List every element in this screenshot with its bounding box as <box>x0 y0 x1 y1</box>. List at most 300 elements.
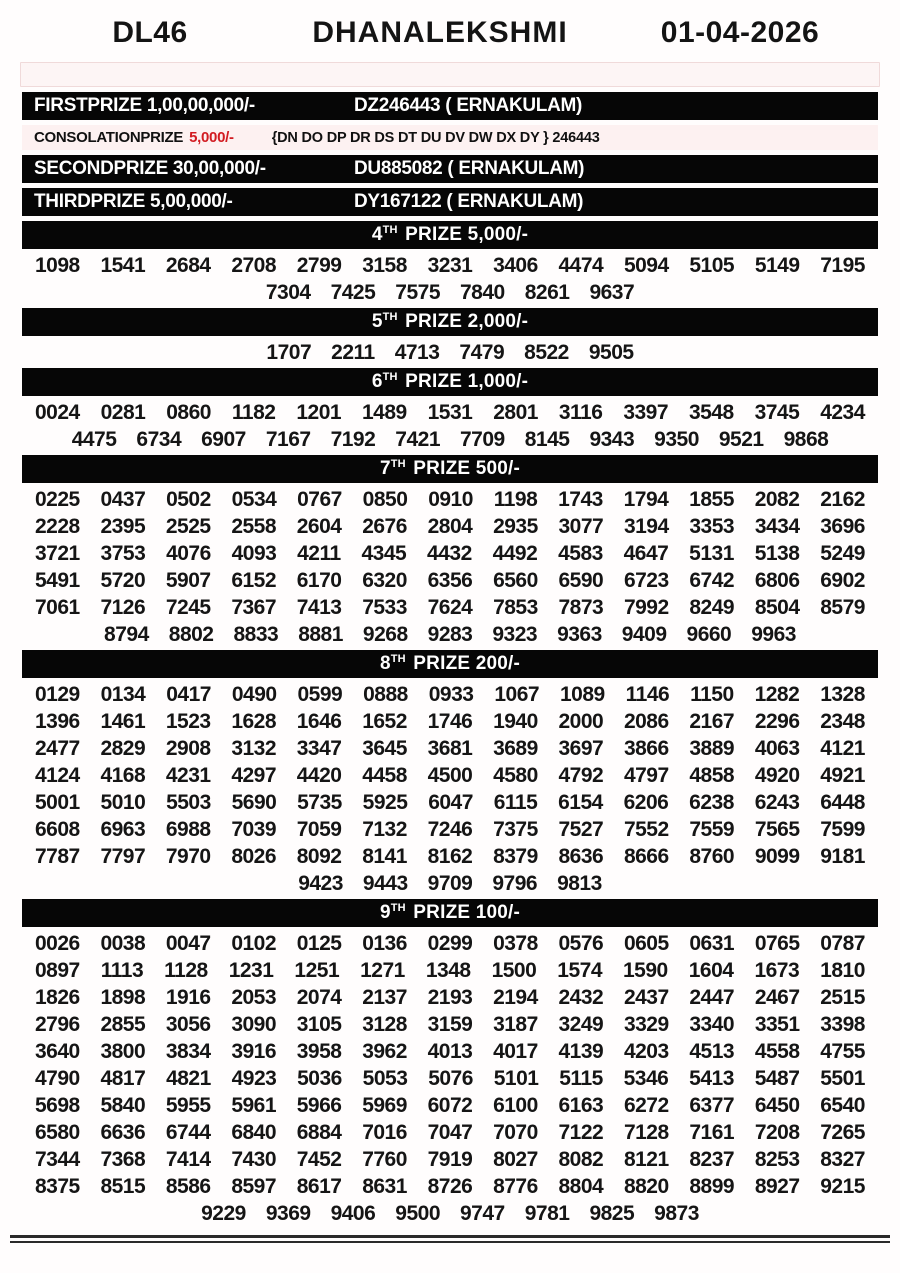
prize-number: 7413 <box>296 596 342 619</box>
prize-number: 4492 <box>492 542 538 565</box>
prize-number: 9423 <box>298 872 343 895</box>
prize-number: 1646 <box>296 710 342 733</box>
prize-number: 7452 <box>296 1148 342 1171</box>
prize-number: 0787 <box>820 932 865 955</box>
prize-number: 2804 <box>427 515 473 538</box>
prize-number: 0129 <box>35 683 80 706</box>
prize-number: 4858 <box>689 764 735 787</box>
prize-number: 1271 <box>360 959 405 982</box>
prize-number: 4345 <box>361 542 407 565</box>
prize-number: 9181 <box>820 845 865 868</box>
prize-number-row <box>22 399 878 426</box>
prize-number: 3116 <box>558 401 603 424</box>
prize-number: 3090 <box>231 1013 277 1036</box>
prize-number: 2708 <box>231 254 277 277</box>
prize-number: 5698 <box>35 1094 80 1117</box>
prize-number: 3353 <box>689 515 735 538</box>
prize-number: 8515 <box>100 1175 146 1198</box>
prize-number: 8504 <box>754 596 800 619</box>
prize-number: 4580 <box>493 764 538 787</box>
prize-number: 5105 <box>689 254 735 277</box>
prize-number: 3406 <box>493 254 538 277</box>
prize-number: 3434 <box>754 515 800 538</box>
prize-number-row <box>22 1065 878 1092</box>
prize-number: 5961 <box>231 1094 277 1117</box>
prize-number: 2193 <box>427 986 473 1009</box>
prize-number: 9796 <box>492 872 538 895</box>
prize-number: 7760 <box>362 1148 407 1171</box>
prize-number: 0102 <box>231 932 277 955</box>
prize-number: 4013 <box>427 1040 473 1063</box>
prize-number: 3159 <box>427 1013 473 1036</box>
prize-number: 5955 <box>165 1094 211 1117</box>
prize-number: 9323 <box>492 623 538 646</box>
prize-number: 7840 <box>460 281 505 304</box>
prize-number: 3194 <box>623 515 669 538</box>
prize-number: 8794 <box>104 623 149 646</box>
prize-number: 4647 <box>623 542 669 565</box>
prize-number-row <box>22 1200 878 1227</box>
prize-number: 0767 <box>297 488 342 511</box>
prize-number: 0631 <box>689 932 735 955</box>
prize-number: 1810 <box>820 959 865 982</box>
prize-number-row <box>22 594 878 621</box>
prize-number: 6356 <box>427 569 473 592</box>
prize-number: 1940 <box>493 710 538 733</box>
prize-number: 9660 <box>686 623 732 646</box>
prize-number: 0490 <box>231 683 277 706</box>
prize-number: 6115 <box>493 791 538 814</box>
prize-number: 8579 <box>820 596 865 619</box>
prize-number: 1150 <box>690 683 734 706</box>
prize-number-row <box>22 1173 878 1200</box>
prize-number: 1500 <box>491 959 537 982</box>
prize-number: 7167 <box>265 428 311 451</box>
prize-number: 6988 <box>165 818 211 841</box>
prize-number: 8820 <box>623 1175 669 1198</box>
prize-number: 7853 <box>493 596 538 619</box>
prize-number: 8631 <box>362 1175 407 1198</box>
prize-number: 3889 <box>689 737 735 760</box>
prize-number: 7126 <box>100 596 146 619</box>
prize-number: 3548 <box>688 401 734 424</box>
prize-number: 3105 <box>296 1013 342 1036</box>
prize-number: 4920 <box>754 764 800 787</box>
prize-number: 2137 <box>362 986 407 1009</box>
prize-number: 6806 <box>754 569 800 592</box>
prize-number: 2086 <box>623 710 669 733</box>
prize-number: 6608 <box>35 818 80 841</box>
prize-number: 0933 <box>428 683 474 706</box>
prize-number: 7246 <box>427 818 473 841</box>
prize-number: 2467 <box>754 986 800 1009</box>
prize-number: 8121 <box>623 1148 669 1171</box>
prize-number: 4821 <box>166 1067 211 1090</box>
prize-number: 9283 <box>427 623 473 646</box>
prize-number: 4231 <box>165 764 211 787</box>
prize-number: 0765 <box>754 932 800 955</box>
prize-number: 3745 <box>754 401 800 424</box>
prize-number: 3958 <box>296 1040 342 1063</box>
prize-number: 8162 <box>427 845 473 868</box>
prize-number: 8261 <box>524 281 570 304</box>
prize-number: 7479 <box>459 341 505 364</box>
prize-number: 9350 <box>654 428 699 451</box>
prize-number: 4500 <box>427 764 473 787</box>
prize-number: 6320 <box>362 569 407 592</box>
prize-number: 7161 <box>689 1121 735 1144</box>
prize-number: 5501 <box>820 1067 865 1090</box>
prize-number: 2395 <box>100 515 146 538</box>
prize-number: 9215 <box>820 1175 865 1198</box>
prize-number: 0417 <box>166 683 211 706</box>
prize-number: 2604 <box>296 515 342 538</box>
prize-number: 3249 <box>558 1013 604 1036</box>
prize-number: 9781 <box>524 1202 570 1225</box>
prize-number: 5076 <box>428 1067 473 1090</box>
prize-number: 4458 <box>362 764 407 787</box>
prize-number: 6047 <box>428 791 473 814</box>
prize-number: 9637 <box>589 281 635 304</box>
prize-number: 7575 <box>395 281 440 304</box>
prize-number: 2558 <box>231 515 277 538</box>
prize-number: 0134 <box>100 683 146 706</box>
prize-number: 2348 <box>820 710 865 733</box>
prize-number-row <box>22 957 878 984</box>
prize-number: 2477 <box>35 737 80 760</box>
prize-number: 3640 <box>35 1040 80 1063</box>
prize-number: 2829 <box>100 737 146 760</box>
prize-number: 8804 <box>558 1175 604 1198</box>
prize-number-row <box>22 1011 878 1038</box>
draw-code: DL46 <box>112 16 188 49</box>
prize-number: 1794 <box>623 488 669 511</box>
prize-number: 4211 <box>297 542 341 565</box>
prize-number: 3697 <box>558 737 604 760</box>
prize-number: 9825 <box>589 1202 635 1225</box>
draw-date: 01-04-2026 <box>660 16 820 49</box>
prize-number: 4076 <box>166 542 211 565</box>
consolation-label: CONSOLATIONPRIZE <box>34 129 184 146</box>
prize-number: 2000 <box>558 710 604 733</box>
prize-number: 9868 <box>783 428 829 451</box>
prize-number: 1146 <box>625 683 670 706</box>
prize-number-row <box>22 1119 878 1146</box>
prize-number: 0605 <box>623 932 669 955</box>
prize-number: 9505 <box>588 341 634 364</box>
prize-number: 8026 <box>231 845 277 868</box>
prize-number: 9521 <box>718 428 764 451</box>
prize-number: 4792 <box>558 764 604 787</box>
prize-number: 8092 <box>296 845 342 868</box>
second-prize-bar <box>22 155 878 183</box>
prize-number-row <box>22 708 878 735</box>
prize-number: 1916 <box>165 986 211 1009</box>
prize-number: 9963 <box>751 623 796 646</box>
prize-number: 5053 <box>362 1067 408 1090</box>
prize-number: 6450 <box>754 1094 800 1117</box>
prize-number: 5413 <box>689 1067 734 1090</box>
prize-number: 2296 <box>754 710 800 733</box>
prize-number: 4234 <box>820 401 865 424</box>
prize-number: 2053 <box>231 986 277 1009</box>
prize-number: 3347 <box>296 737 342 760</box>
prize-number: 0437 <box>100 488 146 511</box>
prize-number: 7425 <box>330 281 376 304</box>
consolation-prize-row <box>22 125 878 150</box>
prize-number: 6243 <box>754 791 800 814</box>
prize-number: 2167 <box>689 710 735 733</box>
prize-number: 8375 <box>35 1175 80 1198</box>
prize-number: 2447 <box>689 986 735 1009</box>
prize-number: 7599 <box>820 818 865 841</box>
prize-number: 0378 <box>493 932 538 955</box>
prize-number: 8237 <box>689 1148 735 1171</box>
prize-number: 6742 <box>689 569 735 592</box>
prize-number: 4420 <box>296 764 342 787</box>
prize-number: 5131 <box>689 542 734 565</box>
prize-number: 4168 <box>100 764 146 787</box>
prize-number: 2799 <box>296 254 342 277</box>
prize-number: 3231 <box>427 254 473 277</box>
prize-number: 2194 <box>493 986 538 1009</box>
prize-number: 5966 <box>296 1094 342 1117</box>
prize-number: 8379 <box>493 845 538 868</box>
bottom-divider <box>10 1235 890 1243</box>
prize-number: 9369 <box>265 1202 311 1225</box>
prize-number: 7368 <box>100 1148 146 1171</box>
prize-number: 1461 <box>100 710 146 733</box>
prize-number: 6272 <box>623 1094 669 1117</box>
prize-number: 8899 <box>689 1175 735 1198</box>
prize-number: 6206 <box>623 791 669 814</box>
prize-number: 1098 <box>35 254 80 277</box>
prize-number: 5036 <box>297 1067 342 1090</box>
prize-number: 5969 <box>362 1094 407 1117</box>
prize-number: 3128 <box>362 1013 407 1036</box>
prize-number-row <box>22 252 878 279</box>
prize-number: 0599 <box>297 683 343 706</box>
prize-number: 7208 <box>754 1121 800 1144</box>
prize-number-row <box>22 279 878 306</box>
prize-number: 5925 <box>362 791 408 814</box>
prize-number: 0850 <box>362 488 408 511</box>
prize-number: 6884 <box>296 1121 342 1144</box>
prize-number: 4923 <box>231 1067 277 1090</box>
result-header <box>20 12 880 54</box>
prize-number: 3340 <box>689 1013 735 1036</box>
prize-number: 1348 <box>425 959 471 982</box>
prize-number-row <box>22 1038 878 1065</box>
empty-header-strip <box>20 62 880 87</box>
prize-number-row <box>22 426 878 453</box>
prize-number-row <box>22 816 878 843</box>
prize-number: 6072 <box>427 1094 473 1117</box>
prize-number: 7192 <box>330 428 376 451</box>
prize-number: 6907 <box>201 428 246 451</box>
prize-number: 1182 <box>231 401 276 424</box>
prize-number: 7128 <box>623 1121 669 1144</box>
prize-number: 3397 <box>623 401 669 424</box>
prize-number: 7559 <box>689 818 735 841</box>
prize-number: 9500 <box>395 1202 440 1225</box>
prize-section-title: 6TH PRIZE 1,000/- <box>371 370 529 392</box>
prize-number: 8881 <box>298 623 343 646</box>
prize-number: 0299 <box>427 932 473 955</box>
prize-number: 7533 <box>362 596 407 619</box>
prize-number: 1198 <box>493 488 538 511</box>
prize-number: 4124 <box>35 764 80 787</box>
prize-number: 6734 <box>136 428 182 451</box>
prize-number: 8726 <box>427 1175 473 1198</box>
prize-number: 4063 <box>754 737 800 760</box>
prize-number: 3077 <box>558 515 604 538</box>
prize-number: 7527 <box>558 818 604 841</box>
prize-section-title: 8TH PRIZE 200/- <box>379 652 521 674</box>
prize-number: 7797 <box>100 845 146 868</box>
prize-number: 7344 <box>35 1148 80 1171</box>
prize-number: 0534 <box>231 488 277 511</box>
prize-number: 1746 <box>427 710 473 733</box>
prize-number: 1574 <box>557 959 602 982</box>
prize-number: 2162 <box>820 488 865 511</box>
prize-number: 1541 <box>100 254 146 277</box>
prize-number: 3866 <box>623 737 669 760</box>
prize-number: 3329 <box>623 1013 669 1036</box>
prize-number: 7414 <box>165 1148 211 1171</box>
prize-number: 8617 <box>296 1175 342 1198</box>
prize-number: 1652 <box>362 710 407 733</box>
prize-number: 3187 <box>493 1013 538 1036</box>
prize-number: 0897 <box>35 959 80 982</box>
prize-number: 7039 <box>231 818 277 841</box>
prize-number: 4797 <box>623 764 669 787</box>
prize-number-row <box>22 762 878 789</box>
prize-number: 3132 <box>231 737 277 760</box>
prize-number: 7265 <box>820 1121 865 1144</box>
prize-number: 6590 <box>558 569 604 592</box>
prize-number: 0024 <box>35 401 80 424</box>
prize-number: 7195 <box>820 254 865 277</box>
prize-number: 0125 <box>296 932 342 955</box>
prize-number: 1113 <box>100 959 144 982</box>
prize-number: 8776 <box>493 1175 538 1198</box>
prize-number: 4583 <box>558 542 603 565</box>
prize-number: 5840 <box>100 1094 146 1117</box>
prize-number-row <box>22 681 878 708</box>
prize-number: 2676 <box>362 515 407 538</box>
prize-number: 7016 <box>362 1121 407 1144</box>
third-prize-ticket: DY167122 ( ERNAKULAM) <box>354 191 584 212</box>
prize-number: 3916 <box>231 1040 277 1063</box>
prize-number: 0047 <box>165 932 211 955</box>
prize-number: 0910 <box>428 488 473 511</box>
prize-number: 4921 <box>820 764 865 787</box>
prize-number-row <box>22 621 878 648</box>
prize-number: 6154 <box>558 791 603 814</box>
prize-section-header <box>22 455 878 483</box>
prize-number: 2801 <box>493 401 538 424</box>
prize-number: 3351 <box>754 1013 800 1036</box>
prize-number: 6580 <box>35 1121 80 1144</box>
prize-number: 1128 <box>164 959 208 982</box>
prize-number: 3721 <box>35 542 80 565</box>
prize-number-row <box>22 789 878 816</box>
prize-number: 7245 <box>165 596 211 619</box>
prize-number: 5690 <box>231 791 277 814</box>
prize-number: 8927 <box>754 1175 800 1198</box>
prize-number: 4121 <box>820 737 865 760</box>
prize-number: 2211 <box>331 341 375 364</box>
prize-sections <box>0 221 900 1227</box>
prize-number: 1067 <box>494 683 540 706</box>
prize-number: 6163 <box>558 1094 604 1117</box>
prize-number: 4713 <box>394 341 440 364</box>
first-prize-label: FIRSTPRIZE 1,00,00,000/- <box>34 95 255 116</box>
prize-number: 8327 <box>820 1148 865 1171</box>
prize-number: 3696 <box>820 515 865 538</box>
prize-number: 7122 <box>558 1121 604 1144</box>
prize-section-title: 7TH PRIZE 500/- <box>379 457 521 479</box>
prize-number: 9873 <box>654 1202 699 1225</box>
prize-number-row <box>22 1146 878 1173</box>
prize-number: 6170 <box>296 569 342 592</box>
prize-number: 1231 <box>228 959 274 982</box>
prize-number: 8833 <box>233 623 279 646</box>
prize-number: 7367 <box>231 596 277 619</box>
prize-number: 9343 <box>589 428 635 451</box>
prize-number: 6377 <box>689 1094 735 1117</box>
prize-number: 7430 <box>231 1148 277 1171</box>
prize-number: 3398 <box>820 1013 865 1036</box>
prize-number: 1201 <box>296 401 342 424</box>
prize-number: 2515 <box>820 986 865 1009</box>
prize-number: 5503 <box>166 791 211 814</box>
prize-number: 4817 <box>100 1067 146 1090</box>
prize-number: 1251 <box>294 959 340 982</box>
prize-number: 4093 <box>231 542 277 565</box>
prize-number: 5010 <box>100 791 146 814</box>
prize-number: 7421 <box>395 428 440 451</box>
prize-number-row <box>22 339 878 366</box>
prize-number: 4139 <box>558 1040 604 1063</box>
prize-section-header <box>22 650 878 678</box>
prize-number: 0281 <box>100 401 146 424</box>
prize-number: 7132 <box>362 818 407 841</box>
prize-number: 7992 <box>623 596 669 619</box>
prize-number: 6238 <box>689 791 734 814</box>
prize-number: 6723 <box>623 569 669 592</box>
prize-number: 4432 <box>427 542 472 565</box>
prize-number: 1328 <box>820 683 865 706</box>
prize-number: 1898 <box>100 986 146 1009</box>
prize-number: 9268 <box>362 623 408 646</box>
first-prize-ticket: DZ246443 ( ERNAKULAM) <box>354 95 583 116</box>
prize-number: 5115 <box>559 1067 603 1090</box>
prize-number: 7375 <box>493 818 538 841</box>
prize-number: 1489 <box>361 401 407 424</box>
prize-number: 6152 <box>231 569 277 592</box>
prize-section-title: 5TH PRIZE 2,000/- <box>371 310 529 332</box>
prize-number: 2855 <box>100 1013 146 1036</box>
prize-number: 5907 <box>165 569 211 592</box>
prize-number: 8522 <box>524 341 569 364</box>
prize-number: 7565 <box>754 818 800 841</box>
prize-number-row <box>22 843 878 870</box>
prize-number: 7070 <box>493 1121 538 1144</box>
consolation-series: {DN DO DP DR DS DT DU DV DW DX DY } 246443 <box>271 129 600 146</box>
prize-number: 5735 <box>297 791 342 814</box>
